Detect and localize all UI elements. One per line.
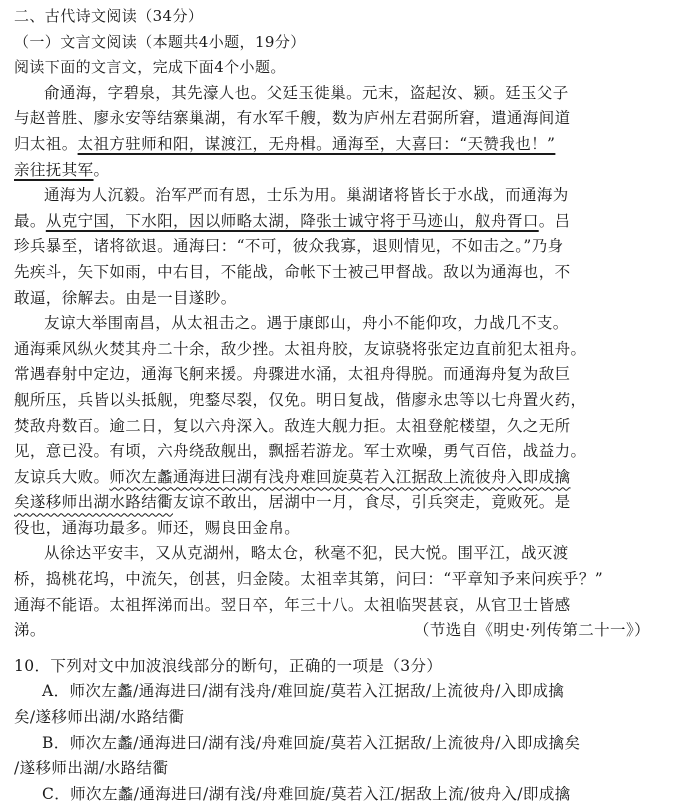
passage-line: 先疾斗，矢下如雨，中右目，不能战，命帐下士被己甲督战。敌以为通海也，不 xyxy=(14,262,571,281)
passage-text: 归太祖。 xyxy=(14,134,78,153)
underlined-sentence: 从克宁国，下水阳，因以师略太湖，降张士诚守将于马迹山，舣舟胥口 xyxy=(45,211,539,230)
passage-line xyxy=(14,158,678,184)
passage-text: 涕。 xyxy=(14,621,46,640)
section-title: 二、古代诗文阅读（34分） xyxy=(14,7,204,25)
passage-line xyxy=(14,209,678,235)
passage-line: 敢逼，徐解去。由是一目遂眇。 xyxy=(14,288,237,307)
option-c: C．师次左蠡/通海进曰/湖有浅/舟难回旋/莫若入江/据敌上流/彼舟入/即成擒 xyxy=(42,784,571,803)
passage-line xyxy=(14,465,678,491)
passage-line: 珍兵暴至，诸将欲退。通海曰：“不可，彼众我寡，退则情见，不如击之。”乃身 xyxy=(14,237,564,256)
underlined-sentence: 太祖方驻师和阳，谋渡江，无舟楫。通海至，大喜曰：“天赞我也！” xyxy=(77,134,556,153)
passage-line: 见，意已没。有顷，六舟绕敌舰出，飘摇若游龙。军士欢噪，勇气百倍，战益力。 xyxy=(14,442,587,461)
passage-text: 。吕 xyxy=(538,211,571,230)
passage-line: 常遇春射中定边，通海飞舸来援。舟骤进水涌，太祖舟得脱。而通海舟复为敌巨 xyxy=(14,365,571,384)
passage-line: 友谅大举围南昌，从太祖击之。遇于康郎山，舟小不能仰攻，力战几不支。 xyxy=(44,314,569,333)
passage-line: 舰所压，兵皆以头抵舰，兜鍪尽裂，仅免。明日复战，偕廖永忠等以七舟置火药， xyxy=(14,390,587,409)
passage-text: 最。 xyxy=(14,211,46,230)
option-a-continued: 矣/遂移师出湖/水路结衢 xyxy=(14,708,185,727)
passage-line: 桥，捣桃花坞，中流矢，创甚，归金陵。太祖幸其第，问曰：“平章知予来问疾乎？” xyxy=(14,570,604,589)
option-b-continued: /遂移师出湖/水路结衢 xyxy=(14,759,169,778)
option-b: B．师次左蠡/通海进曰/湖有浅/舟难回旋/莫若入江据敌/上流彼舟/入即成擒矣 xyxy=(42,733,581,752)
passage-line xyxy=(14,490,678,516)
subsection-title: （一）文言文阅读（本题共4小题，19分） xyxy=(14,32,306,51)
instruction: 阅读下面的文言文，完成下面4个小题。 xyxy=(14,58,286,77)
underlined-sentence: 亲往抚其军 xyxy=(14,160,94,179)
passage-line: 役也，通海功最多。师还，赐良田金帛。 xyxy=(14,518,301,537)
passage-text: 。 xyxy=(93,160,110,179)
passage-line: 俞通海，字碧泉，其先濠人也。父廷玉徙巢。元末，盗起汝、颍。廷玉父子 xyxy=(44,83,569,102)
passage-text: 友谅不敢出，居湖中一月，食尽，引兵突走，竟败死。是 xyxy=(173,493,571,512)
option-a: A．师次左蠡/通海进曰/湖有浅舟/难回旋/莫若入江据敌/上流彼舟/入即成擒 xyxy=(42,682,565,701)
source-citation: （节选自《明史·列传第二十一》） xyxy=(413,621,650,640)
passage-line: 从徐达平安丰，又从克湖州，略太仓，秋毫不犯，民大悦。围平江，战灭渡 xyxy=(44,544,569,563)
passage-line: 通海不能语。太祖挥涕而出。翌日卒，年三十八。太祖临哭甚哀，从官卫士皆感 xyxy=(14,595,571,614)
wavy-underlined-text: 师次左蠡通海进曰湖有浅舟难回旋莫若入江据敌上流彼舟入即成擒 xyxy=(109,467,571,486)
passage-line xyxy=(14,132,678,158)
wavy-underlined-text: 矣遂移师出湖水路结衢 xyxy=(14,493,174,512)
passage-line: 与赵普胜、廖永安等结寨巢湖，有水军千艘，数为庐州左君弼所窘，遣通海间道 xyxy=(14,109,571,128)
passage-line: 通海乘风纵火焚其舟二十余，敌少挫。太祖舟胶，友谅骁将张定边直前犯太祖舟。 xyxy=(14,339,587,358)
passage-text: 友谅兵大败。 xyxy=(14,467,110,486)
question-stem: 10．下列对文中加波浪线部分的断句，正确的一项是（3分） xyxy=(14,656,443,675)
passage-line: 通海为人沉毅。治军严而有恩，士乐为用。巢湖诸将皆长于水战，而通海为 xyxy=(44,186,569,205)
passage-line: 焚敌舟数百。逾二日，复以六舟深入。敌连大舰力拒。太祖登舵楼望，久之无所 xyxy=(14,416,571,435)
passage-line xyxy=(14,618,678,644)
